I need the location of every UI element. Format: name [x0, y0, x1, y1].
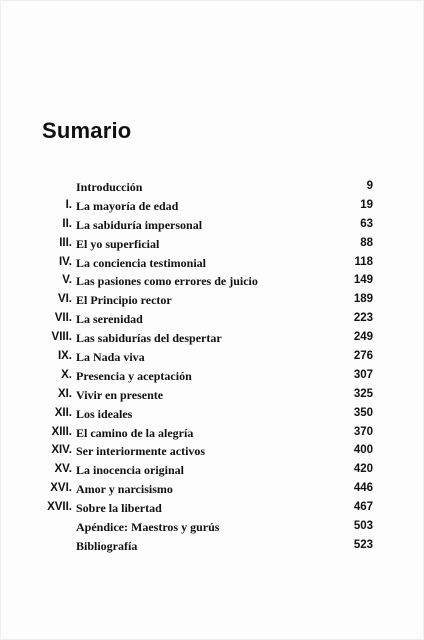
chapter-number: XV.: [54, 463, 72, 476]
chapter-number: VIII.: [51, 331, 72, 344]
toc-entry: [0, 256, 424, 275]
chapter-title: Amor y narcisismo: [76, 482, 173, 497]
chapter-title: La sabiduría impersonal: [76, 217, 203, 232]
chapter-number: XIII.: [51, 425, 72, 438]
chapter-title: Bibliografía: [76, 538, 138, 553]
toc-entry: [0, 444, 424, 463]
chapter-title: Ser interiormente activos: [76, 444, 206, 459]
chapter-title: Presencia y aceptación: [76, 368, 192, 383]
toc-entry: [0, 501, 424, 520]
page-number: 88: [360, 236, 373, 249]
page-number: 325: [353, 387, 373, 400]
chapter-number: IV.: [58, 255, 72, 268]
page-number: 223: [353, 312, 373, 325]
chapter-number: XII.: [54, 406, 72, 419]
page-number: 276: [353, 350, 373, 363]
chapter-title: Apéndice: Maestros y gurús: [76, 520, 220, 535]
page-number: 19: [360, 198, 373, 211]
toc-entry: [0, 199, 424, 218]
chapter-number: VI.: [57, 293, 72, 306]
chapter-number: II.: [62, 217, 72, 230]
chapter-number: III.: [59, 236, 72, 249]
chapter-title: La Nada viva: [76, 350, 145, 365]
chapter-title: La inocencia original: [76, 463, 184, 478]
chapter-title: La serenidad: [76, 312, 143, 327]
chapter-number: IX.: [57, 350, 72, 363]
chapter-title: Introducción: [76, 180, 143, 194]
table-of-contents: [0, 180, 424, 558]
chapter-number: XI.: [57, 387, 72, 400]
toc-entry: [0, 407, 424, 426]
toc-entry: [0, 369, 424, 388]
page-number: 9: [366, 180, 373, 192]
toc-entry: [0, 350, 424, 369]
page-number: 523: [353, 538, 373, 551]
chapter-number: VII.: [54, 312, 72, 325]
page-number: 467: [353, 501, 373, 514]
chapter-number: V.: [62, 274, 72, 287]
chapter-title: Las sabidurías del despertar: [76, 331, 222, 346]
toc-entry: [0, 463, 424, 482]
page-number: 370: [353, 425, 373, 438]
page-number: 149: [353, 274, 373, 287]
page-number: 400: [353, 444, 373, 457]
page-number: 350: [353, 406, 373, 419]
chapter-number: XVI.: [50, 482, 72, 495]
chapter-title: Los ideales: [76, 406, 133, 421]
chapter-title: Vivir en presente: [76, 387, 164, 402]
page-number: 249: [353, 331, 373, 344]
toc-entry: [0, 218, 424, 237]
toc-entry: [0, 520, 424, 539]
toc-entry: [0, 274, 424, 293]
chapter-number: X.: [61, 368, 72, 381]
toc-entry: [0, 482, 424, 501]
page-number: 63: [360, 217, 373, 230]
chapter-title: El yo superficial: [76, 236, 160, 251]
page-number: 420: [353, 463, 373, 476]
chapter-number: XVII.: [47, 501, 72, 514]
toc-entry: [0, 237, 424, 256]
page-number: 446: [353, 482, 373, 495]
toc-entry: [0, 539, 424, 558]
chapter-title: El Principio rector: [76, 293, 172, 308]
toc-entry: [0, 312, 424, 331]
page-number: 118: [354, 255, 373, 268]
toc-entry: [0, 180, 424, 199]
page-number: 503: [353, 520, 373, 533]
chapter-title: Las pasiones como errores de juicio: [76, 274, 258, 289]
chapter-number: XIV.: [51, 444, 72, 457]
toc-entry: [0, 388, 424, 407]
chapter-number: I.: [65, 198, 72, 211]
toc-entry: [0, 293, 424, 312]
chapter-title: La mayoría de edad: [76, 198, 179, 213]
chapter-title: El camino de la alegría: [76, 425, 194, 440]
toc-entry: [0, 426, 424, 445]
page-title: Sumario: [42, 118, 132, 143]
chapter-title: La conciencia testimonial: [76, 255, 206, 270]
page-number: 189: [353, 293, 373, 306]
toc-entry: [0, 331, 424, 350]
page-number: 307: [353, 368, 373, 381]
chapter-title: Sobre la libertad: [76, 501, 162, 516]
